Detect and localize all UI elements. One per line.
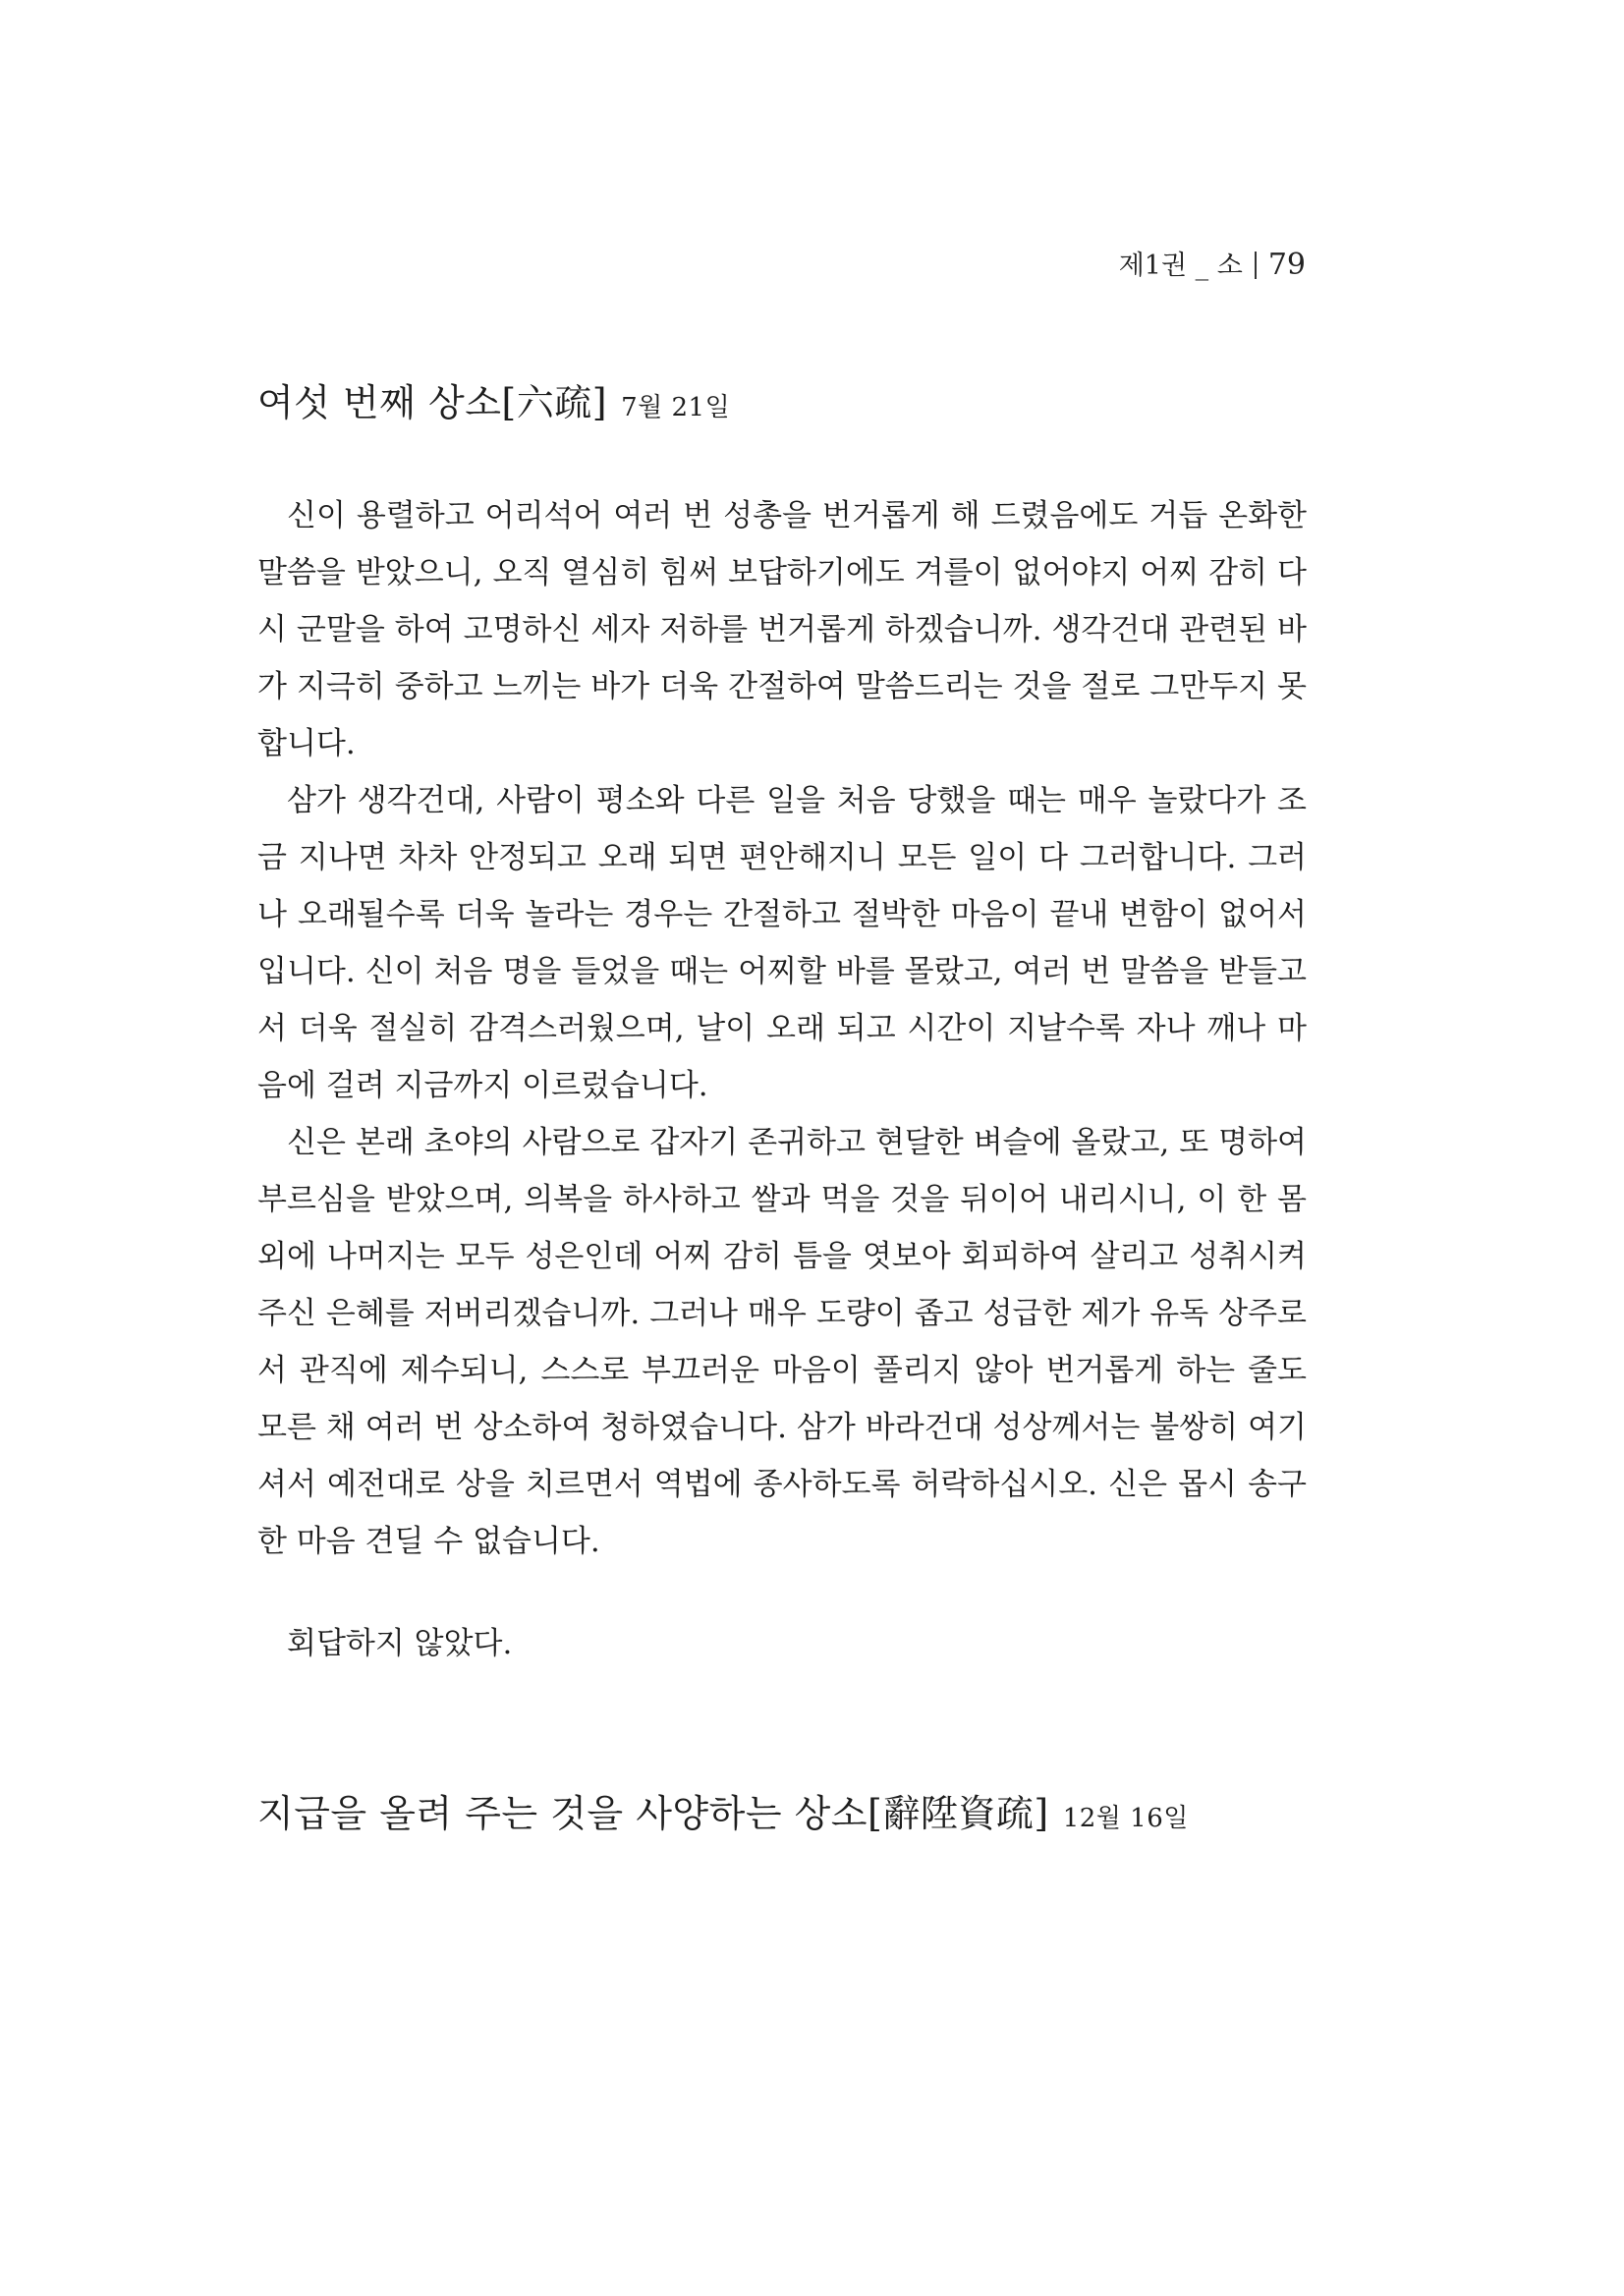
- paragraph: 삼가 생각건대, 사람이 평소와 다른 일을 처음 당했을 때는 매우 놀랐다가 조금 지나면 차차 안정되고 오래 되면 편안해지니 모든 일이 다 그러합니다. 그러나 오래될수록 더욱 놀라는 경우는 간절하고 절박한 마음이 끝내 변함이 없어서입니다. 신이 처음 명을 들었을 때는 어찌할 바를 몰랐고, 여러 번 말씀을 받들고서 더욱 절실히 감격스러웠으며, 날이 오래 되고 시간이 지날수록 자나 깨나 마음에 걸려 지금까지 이르렀습니다.: [257, 783, 1307, 1103]
- section-hanja: [辭陞資疏]: [868, 1792, 1049, 1835]
- running-head: [1119, 248, 1306, 284]
- paragraph: 신은 본래 초야의 사람으로 갑자기 존귀하고 현달한 벼슬에 올랐고, 또 명하여 부르심을 받았으며, 의복을 하사하고 쌀과 먹을 것을 뒤이어 내리시니, 이 한 몸 외에 나머지는 모두 성은인데 어찌 감히 틈을 엿보아 회피하여 살리고 성취시켜 주신 은혜를 저버리겠습니까. 그러나 매우 도량이 좁고 성급한 제가 유독 상주로서 관직에 제수되니, 스스로 부끄러운 마음이 풀리지 않아 번거롭게 하는 줄도 모른 채 여러 번 상소하여 청하였습니다. 삼가 바라건대 성상께서는 불쌍히 여기셔서 예전대로 상을 치르면서 역법에 종사하도록 허락하십시오. 신은 몹시 송구한 마음 견딜 수 없습니다.: [257, 1125, 1307, 1559]
- divider: [1255, 252, 1257, 279]
- reply-note: 회답하지 않았다.: [287, 1626, 513, 1661]
- page-number: 79: [1267, 248, 1306, 282]
- section-heading: [257, 1788, 1189, 1844]
- running-head-separator: _: [1195, 251, 1209, 281]
- section-heading: [257, 377, 730, 433]
- book-volume: 제1권: [1118, 251, 1188, 281]
- section-hanja: [六疏]: [501, 381, 608, 424]
- section-title: 여섯 번째 상소: [257, 381, 502, 424]
- section-date: 12월 16일: [1062, 1804, 1189, 1833]
- section-name: 소: [1216, 251, 1243, 281]
- section-body: [257, 487, 1307, 1570]
- paragraph: 신이 용렬하고 어리석어 여러 번 성총을 번거롭게 해 드렸음에도 거듭 온화한 말씀을 받았으니, 오직 열심히 힘써 보답하기에도 겨를이 없어야지 어찌 감히 다시 군말을 하여 고명하신 세자 저하를 번거롭게 하겠습니까. 생각건대 관련된 바가 지극히 중하고 느끼는 바가 더욱 간절하여 말씀드리는 것을 절로 그만두지 못합니다.: [257, 498, 1307, 761]
- section-date: 7월 21일: [621, 393, 731, 422]
- section-title: 지급을 올려 주는 것을 사양하는 상소: [257, 1792, 868, 1835]
